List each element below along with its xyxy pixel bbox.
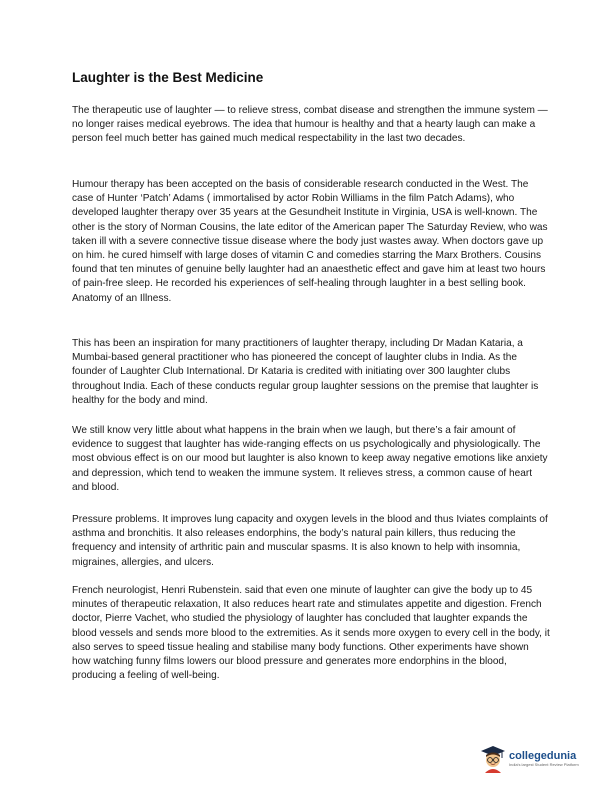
- paragraph-pressure-problems: Pressure problems. It improves lung capacity and oxygen levels in the blood and thus Iviates complaints of asthma and bronchitis. It also releases endorphins, the body’s natural pain killers, thus reducing the frequency and intensity of arthritic pain and muscular spasms. It is also known to help with insomnia, migraines, allergies, and ulcers.: [72, 514, 548, 568]
- paragraph-humour-therapy: Humour therapy has been accepted on the basis of considerable research conducted in the West. The case of Hunter ‘Patch’ Adams ( immortalised by actor Robin Williams in the film Patch Adams), who developed laughter therapy over 35 years at the Gesundheit Institute in Virginia, USA is well-known. The other is the story of Norman Cousins, the late editor of the American paper The Saturday Review, who was taken ill with a severe connective tissue disease where the body just wastes away. When doctors gave up on him. he cured himself with large doses of vitamin C and comedies starring the Marx Brothers. Cousins found that ten minutes of genuine belly laughter had an anaesthetic effect and gave him at least two hours of pain-free sleep. He recorded his experiences of self-healing through laughter in a best selling book. Anatomy of an Illness.: [72, 179, 548, 304]
- student-mascot-icon: [480, 745, 506, 773]
- paragraph-laughter-clubs: This has been an inspiration for many practitioners of laughter therapy, including Dr Madan Kataria, a Mumbai-based general practitioner who has pioneered the concept of laughter clubs in India. As the founder of Laughter Club International. Dr Kataria is credited with initiating over 300 laughter clubs throughout India. Each of these conducts regular group laughter sessions on the premise that laughter is healthy for the body and mind.: [72, 338, 539, 406]
- document-title: Laughter is the Best Medicine: [72, 70, 264, 85]
- paragraph-french-research: French neurologist, Henri Rubenstein. said that even one minute of laughter can give the body up to 45 minutes of therapeutic relaxation, It also reduces heart rate and stimulates appetite and digestion. French doctor, Pierre Vachet, who studied the physiology of laughter has concluded that laughter expands the blood vessels and sends more blood to the extremities. As it sends more oxygen to every cell in the body, it also serves to speed tissue healing and stabilise many body functions. Other experiments have shown how watching funny films lowers our blood pressure and generates more endorphins in the blood, producing a feeling of well-being.: [72, 585, 550, 682]
- brand-tagline: India's largest Student Review Platform: [509, 762, 579, 767]
- paragraph-intro: The therapeutic use of laughter — to relieve stress, combat disease and strengthen the immune system — no longer raises medical eyebrows. The idea that humour is healthy and that a hearty laugh can make a person feel much better has gained much medical respectability in the last two decades.: [72, 105, 548, 145]
- brand-name: collegedunia: [509, 750, 577, 762]
- paragraph-brain-effects: We still know very little about what happens in the brain when we laugh, but there’s a fair amount of evidence to suggest that laughter has wide-ranging effects on us psychologically and physiologically. The most obvious effect is on our mood but laughter is also known to keep away negative emotions like anxiety and depression, which tend to weaken the immune system. It relieves stress, a common cause of heart and blood.: [72, 425, 548, 493]
- collegedunia-logo: [480, 744, 600, 774]
